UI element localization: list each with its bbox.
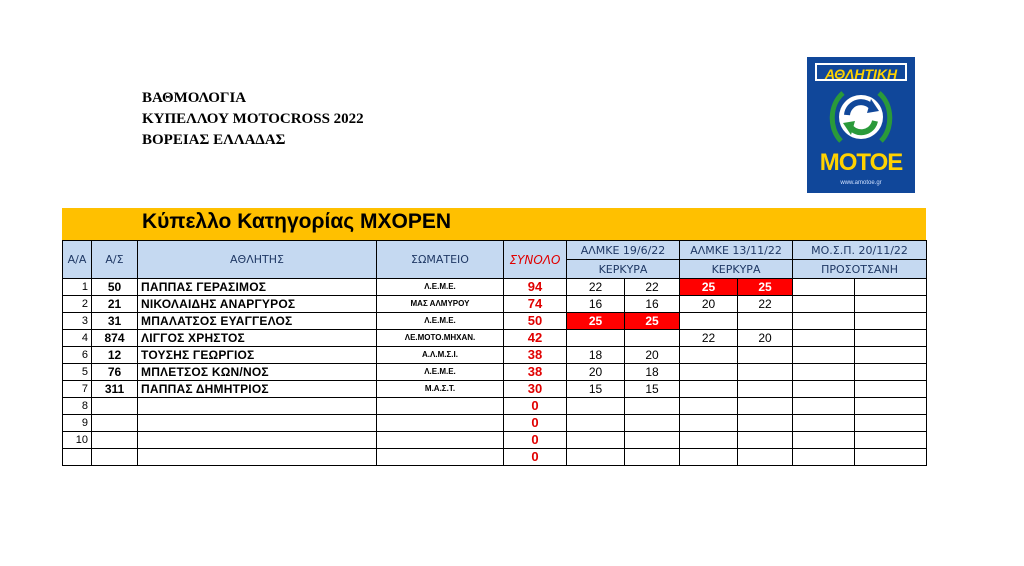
athlete-name-cell: ΝΙΚΟΛΑΙΔΗΣ ΑΝΑΡΓΥΡΟΣ: [138, 296, 377, 313]
total-points-cell: 38: [504, 347, 567, 364]
rider-number-cell: 21: [92, 296, 138, 313]
rank-cell: 8: [63, 398, 92, 415]
race-score-cell: [738, 415, 793, 432]
rank-cell: 5: [63, 364, 92, 381]
athlete-name-cell: ΜΠΑΛΑΤΣΟΣ ΕΥΑΓΓΕΛΟΣ: [138, 313, 377, 330]
race-score-cell: 25: [567, 313, 625, 330]
race-score-cell: [567, 415, 625, 432]
logo-url-text: www.amotoe.gr: [840, 180, 882, 186]
athlete-name-cell: ΜΠΛΕΤΣΟΣ ΚΩΝ/ΝΟΣ: [138, 364, 377, 381]
race-score-cell: [680, 449, 738, 466]
logo-top-text: ΑΘΛΗΤΙΚΗ: [815, 63, 907, 81]
total-points-cell: 0: [504, 432, 567, 449]
race-score-cell: [625, 398, 680, 415]
race-score-cell: [738, 313, 793, 330]
club-cell: [377, 415, 504, 432]
race-score-cell: 18: [567, 347, 625, 364]
athlete-name-cell: ΤΟΥΣΗΣ ΓΕΩΡΓΙΟΣ: [138, 347, 377, 364]
race-score-cell: [625, 330, 680, 347]
race-score-cell: [567, 432, 625, 449]
rank-cell: 1: [63, 279, 92, 296]
race-score-cell: [738, 347, 793, 364]
heading-line-1: ΒΑΘΜΟΛΟΓΙΑ: [142, 90, 247, 106]
rider-number-cell: [92, 415, 138, 432]
col-header-aa: Α/Α: [63, 241, 92, 279]
race-2-name: ΑΛΜΚΕ 13/11/22: [680, 241, 793, 260]
athlete-name-cell: [138, 415, 377, 432]
total-points-cell: 42: [504, 330, 567, 347]
rank-cell: 2: [63, 296, 92, 313]
total-points-cell: 0: [504, 415, 567, 432]
col-header-club: ΣΩΜΑΤΕΙΟ: [377, 241, 504, 279]
race-1-name: ΑΛΜΚΕ 19/6/22: [567, 241, 680, 260]
athlete-name-cell: [138, 449, 377, 466]
race-score-cell: [625, 432, 680, 449]
total-points-cell: 0: [504, 449, 567, 466]
rank-cell: 6: [63, 347, 92, 364]
race-score-cell: [793, 364, 855, 381]
rider-number-cell: 50: [92, 279, 138, 296]
total-points-cell: 74: [504, 296, 567, 313]
rider-number-cell: 76: [92, 364, 138, 381]
club-cell: [377, 449, 504, 466]
rider-number-cell: 874: [92, 330, 138, 347]
race-score-cell: [680, 347, 738, 364]
heading-line-2: ΚΥΠΕΛΛΟΥ MOTOCROSS 2022: [142, 111, 364, 127]
club-cell: [377, 398, 504, 415]
standings-table: [62, 240, 927, 466]
race-score-cell: [625, 449, 680, 466]
category-banner: [62, 208, 926, 240]
race-score-cell: [567, 449, 625, 466]
rank-cell: 7: [63, 381, 92, 398]
race-score-cell: [793, 330, 855, 347]
race-score-cell: [738, 381, 793, 398]
table-row: [63, 398, 927, 415]
table-row: [63, 313, 927, 330]
race-score-cell: [680, 381, 738, 398]
total-points-cell: 38: [504, 364, 567, 381]
race-score-cell: 25: [680, 279, 738, 296]
race-score-cell: [738, 364, 793, 381]
race-score-cell: [855, 432, 927, 449]
race-score-cell: [680, 364, 738, 381]
club-cell: Λ.Ε.Μ.Ε.: [377, 364, 504, 381]
rank-cell: [63, 449, 92, 466]
race-3-name: ΜΟ.Σ.Π. 20/11/22: [793, 241, 927, 260]
table-row: [63, 449, 927, 466]
race-score-cell: [793, 449, 855, 466]
col-header-as: Α/Σ: [92, 241, 138, 279]
athlete-name-cell: [138, 398, 377, 415]
race-score-cell: [855, 449, 927, 466]
rank-cell: 9: [63, 415, 92, 432]
race-score-cell: [625, 415, 680, 432]
race-score-cell: [680, 313, 738, 330]
club-cell: ΜΑΣ ΑΛΜΥΡΟΥ: [377, 296, 504, 313]
col-header-total: ΣΥΝΟΛΟ: [504, 241, 567, 279]
race-score-cell: [855, 296, 927, 313]
rider-number-cell: 31: [92, 313, 138, 330]
rank-cell: 4: [63, 330, 92, 347]
total-points-cell: 50: [504, 313, 567, 330]
race-score-cell: [855, 313, 927, 330]
rider-number-cell: [92, 432, 138, 449]
race-score-cell: [793, 432, 855, 449]
race-score-cell: 22: [680, 330, 738, 347]
race-score-cell: [855, 279, 927, 296]
race-score-cell: 20: [680, 296, 738, 313]
document-heading: [142, 88, 364, 151]
race-score-cell: [680, 415, 738, 432]
table-row: [63, 415, 927, 432]
rank-cell: 3: [63, 313, 92, 330]
table-row: [63, 347, 927, 364]
race-3-place: ΠΡΟΣΟΤΣΑΝΗ: [793, 260, 927, 279]
rider-number-cell: [92, 398, 138, 415]
rider-number-cell: [92, 449, 138, 466]
club-cell: ΛΕ.ΜΟΤΟ.ΜΗΧΑΝ.: [377, 330, 504, 347]
table-row: [63, 330, 927, 347]
race-score-cell: [738, 432, 793, 449]
race-score-cell: [793, 347, 855, 364]
club-cell: [377, 432, 504, 449]
race-score-cell: [793, 296, 855, 313]
race-score-cell: 20: [625, 347, 680, 364]
table-row: [63, 279, 927, 296]
table-row: [63, 381, 927, 398]
athlete-name-cell: [138, 432, 377, 449]
athletic-motoe-logo: [807, 57, 915, 193]
club-cell: Λ.Ε.Μ.Ε.: [377, 313, 504, 330]
race-score-cell: [680, 432, 738, 449]
race-2-place: ΚΕΡΚΥΡΑ: [680, 260, 793, 279]
table-row: [63, 364, 927, 381]
race-1-place: ΚΕΡΚΥΡΑ: [567, 260, 680, 279]
race-score-cell: 22: [567, 279, 625, 296]
race-score-cell: [855, 398, 927, 415]
race-score-cell: [793, 381, 855, 398]
rider-number-cell: 12: [92, 347, 138, 364]
race-score-cell: [738, 398, 793, 415]
total-points-cell: 30: [504, 381, 567, 398]
col-header-athlete: ΑΘΛΗΤΗΣ: [138, 241, 377, 279]
race-score-cell: [855, 364, 927, 381]
race-score-cell: [855, 330, 927, 347]
race-score-cell: 20: [567, 364, 625, 381]
rank-cell: 10: [63, 432, 92, 449]
athlete-name-cell: ΠΑΠΠΑΣ ΓΕΡΑΣΙΜΟΣ: [138, 279, 377, 296]
club-cell: Λ.Ε.Μ.Ε.: [377, 279, 504, 296]
logo-brand-text: MOTOE: [819, 149, 903, 176]
race-score-cell: 18: [625, 364, 680, 381]
race-score-cell: [680, 398, 738, 415]
race-score-cell: [855, 415, 927, 432]
athlete-name-cell: ΛΙΓΓΟΣ ΧΡΗΣΤΟΣ: [138, 330, 377, 347]
race-score-cell: [738, 449, 793, 466]
race-score-cell: [793, 415, 855, 432]
race-score-cell: 16: [625, 296, 680, 313]
race-score-cell: [567, 330, 625, 347]
table-row: [63, 296, 927, 313]
heading-line-3: ΒΟΡΕΙΑΣ ΕΛΛΑΔΑΣ: [142, 132, 286, 148]
table-row: [63, 432, 927, 449]
race-score-cell: 22: [625, 279, 680, 296]
race-score-cell: 25: [625, 313, 680, 330]
rider-number-cell: 311: [92, 381, 138, 398]
race-score-cell: 20: [738, 330, 793, 347]
race-score-cell: 15: [567, 381, 625, 398]
race-score-cell: 22: [738, 296, 793, 313]
race-score-cell: [855, 381, 927, 398]
athlete-name-cell: ΠΑΠΠΑΣ ΔΗΜΗΤΡΙΟΣ: [138, 381, 377, 398]
race-score-cell: 16: [567, 296, 625, 313]
total-points-cell: 0: [504, 398, 567, 415]
race-score-cell: 25: [738, 279, 793, 296]
total-points-cell: 94: [504, 279, 567, 296]
race-score-cell: [793, 279, 855, 296]
club-cell: Μ.Α.Σ.Τ.: [377, 381, 504, 398]
race-score-cell: [793, 398, 855, 415]
race-score-cell: [855, 347, 927, 364]
category-title: Κύπελλο Κατηγορίας MXOPEN: [142, 210, 452, 233]
race-score-cell: [567, 398, 625, 415]
circular-arrows-laurel-icon: [827, 85, 895, 149]
race-score-cell: 15: [625, 381, 680, 398]
race-score-cell: [793, 313, 855, 330]
club-cell: Α.Λ.Μ.Σ.Ι.: [377, 347, 504, 364]
